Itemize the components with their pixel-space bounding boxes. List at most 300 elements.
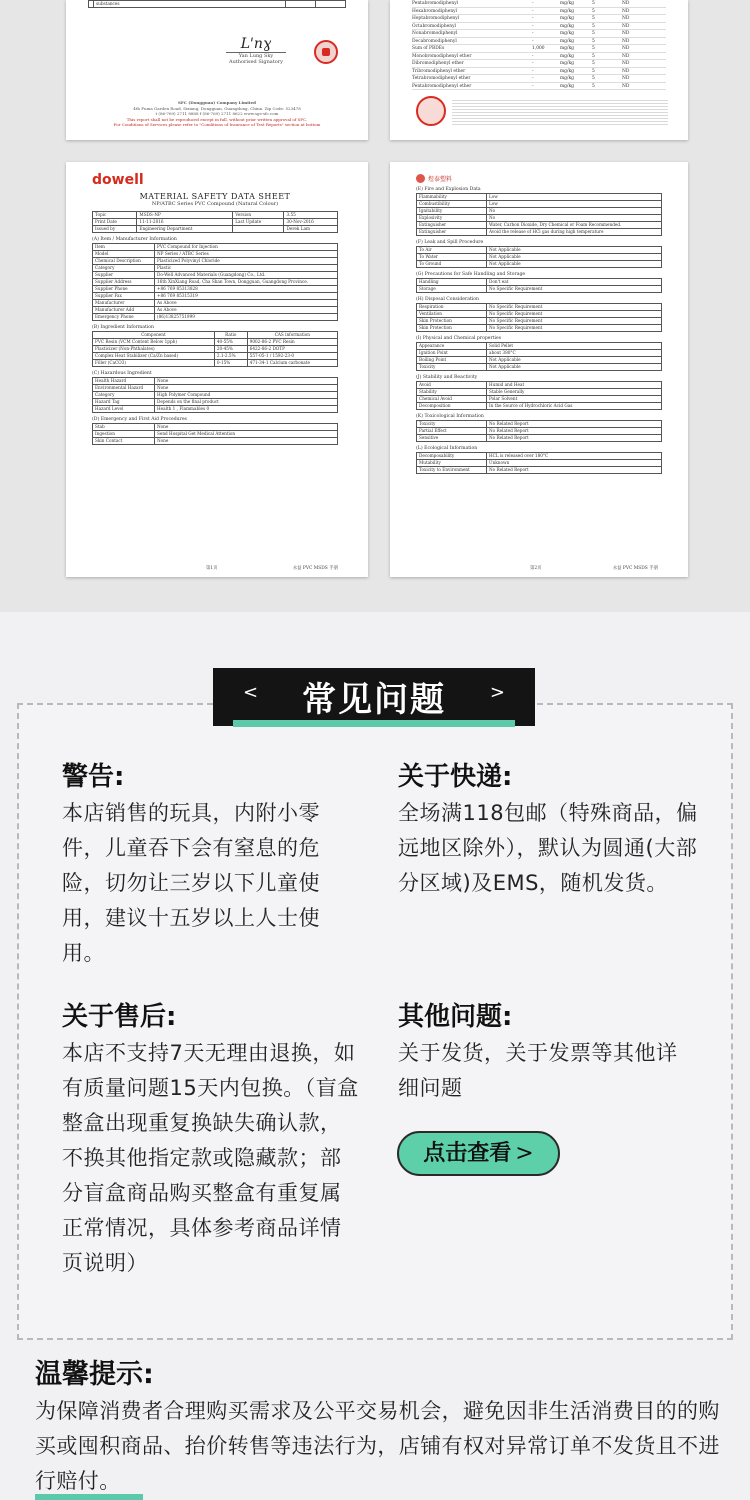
- table-cell: Stab: [93, 424, 155, 431]
- result-cell: -: [532, 68, 534, 74]
- table-cell: 6422-86-2 DOTP: [247, 346, 337, 353]
- table-cell: To Ground: [417, 261, 487, 268]
- footer-line: SFC (Dongguan) Company Limited: [178, 100, 256, 105]
- report-footer: [86, 100, 348, 128]
- table-row: [417, 279, 662, 286]
- result-cell: -: [532, 83, 534, 89]
- msds-subtitle: NP/ATBC Series PVC Compound (Natural Colour): [151, 201, 279, 207]
- result-cell: 5: [592, 68, 595, 74]
- table-cell: None: [155, 438, 338, 445]
- table-row: [417, 311, 662, 318]
- table-cell: As Above: [155, 300, 338, 307]
- banner-accent-bar: [233, 720, 515, 727]
- result-cell: mg/kg: [560, 8, 574, 14]
- table-row: [417, 460, 662, 467]
- table-row: [417, 286, 662, 293]
- result-cell: ND: [622, 31, 630, 36]
- table-cell: 20-45%: [214, 346, 247, 353]
- table-row: [417, 428, 662, 435]
- table-cell: [233, 226, 284, 233]
- table-cell: None: [155, 378, 338, 385]
- view-more-button[interactable]: [397, 1131, 560, 1176]
- result-cell: -: [532, 31, 534, 36]
- result-cell: ND: [622, 8, 630, 14]
- logo-mark-icon: [416, 174, 425, 183]
- result-cell: Sum of PBDEs: [412, 46, 445, 51]
- table-cell: Emergency Phone: [93, 314, 155, 321]
- chevron-left-icon: <: [243, 682, 259, 703]
- result-cell: mg/kg: [560, 31, 574, 36]
- result-cell: Tribromodiphenyl ether: [412, 68, 466, 74]
- result-cell: ND: [622, 61, 630, 66]
- result-cell: Monobromodiphenyl ether: [412, 53, 472, 59]
- legal-notice-text: [452, 98, 668, 126]
- page-footer-label: 永益 PVC MSDS 手册: [292, 566, 338, 571]
- result-row: [412, 75, 666, 83]
- table-cell: Plasticizer (Non-Phthalates): [93, 346, 215, 353]
- table-row: [417, 396, 662, 403]
- result-cell: 5: [592, 38, 595, 44]
- table-cell: Topic: [93, 212, 137, 219]
- chevron-right-icon: >: [489, 682, 505, 703]
- table-cell: HCL is released over 180°C: [487, 453, 662, 460]
- result-cell: -: [532, 38, 534, 44]
- result-cell: ND: [622, 68, 630, 74]
- table-cell: Stable Generally: [487, 389, 662, 396]
- result-cell: -: [532, 76, 534, 81]
- document-gallery: [0, 0, 750, 612]
- table-cell: substances: [94, 1, 286, 8]
- table-cell: Do-Well Advanced Materials (Guangdong) Co., Ltd.: [155, 272, 338, 279]
- table-cell: Not Applicable: [487, 254, 662, 261]
- table-cell: 3.55: [284, 212, 338, 219]
- table-cell: PVC Resin (VCM Content Below 1ppb): [93, 339, 215, 346]
- result-cell: ND: [622, 23, 630, 29]
- footer-line: t (86-769) 2711 8888 f (86-769) 2711 8622 www.sgs-sfc.com: [155, 111, 279, 116]
- msds-page-2: [390, 162, 688, 577]
- table-cell: In the Source of Hydrochloric Acid Gas: [487, 403, 662, 410]
- result-cell: Pentabromodiphenyl: [412, 1, 459, 6]
- table-row: [93, 438, 338, 445]
- result-row: [412, 30, 666, 38]
- table-cell: Not Applicable: [487, 247, 662, 254]
- result-cell: -: [532, 16, 534, 21]
- section-title: (G) Precautions for Safe Handling and Storage: [416, 272, 526, 277]
- table-row: [417, 208, 662, 215]
- logo-text: 煜泰塑料: [428, 176, 453, 183]
- result-cell: mg/kg: [560, 76, 574, 81]
- certification-seal-icon: [416, 96, 446, 126]
- msds-header-table: [92, 211, 338, 233]
- result-cell: mg/kg: [560, 68, 574, 74]
- table-cell: Not Applicable: [487, 364, 662, 371]
- dowell-logo: dowell: [92, 172, 144, 188]
- table-cell: Issued by: [93, 226, 137, 233]
- table-cell: NP Series / ATBC Series: [155, 251, 338, 258]
- table-row: [93, 265, 338, 272]
- table-cell: Solid Pellet: [487, 343, 662, 350]
- result-cell: 5: [592, 23, 595, 29]
- ingredient-table: [92, 331, 338, 367]
- result-row: [412, 53, 666, 61]
- table-cell: +86 769 85313828: [155, 286, 338, 293]
- shipping-text: 全场满118包邮（特殊商品，偏远地区除外），默认为圆通(大部分区域)及EMS，随机发货。: [398, 801, 698, 895]
- result-cell: ND: [622, 46, 630, 51]
- result-cell: 1,000: [532, 46, 545, 51]
- section-table: [416, 381, 662, 410]
- table-cell: 471-34-1 Calcium carbonate: [247, 360, 337, 367]
- table-cell: No Specific Requirement: [487, 325, 662, 332]
- table-cell: No Related Report: [487, 467, 662, 474]
- table-row: [93, 272, 338, 279]
- result-cell: Pentabromodiphenyl ether: [412, 83, 472, 89]
- footer-line: This report shall not be reproduced except in full, without prior written approval of SFC.: [126, 116, 308, 122]
- result-cell: 5: [592, 46, 595, 51]
- table-cell: Last Update: [233, 219, 284, 226]
- result-cell: 5: [592, 8, 595, 14]
- signatory-title: Authorised Signatory: [228, 59, 284, 65]
- table-cell: None: [155, 385, 338, 392]
- table-cell: Appearance: [417, 343, 487, 350]
- reminder-title: 温馨提示:: [35, 1359, 154, 1390]
- warning-text: 本店销售的玩具，内附小零件，儿童吞下会有窒息的危险，切勿让三岁以下儿童使用，建议十五岁以上人士使用。: [62, 801, 320, 965]
- table-cell: Low: [487, 194, 662, 201]
- result-cell: mg/kg: [560, 53, 574, 59]
- table-cell: No: [487, 215, 662, 222]
- kind-reminder: [35, 1356, 725, 1499]
- table-cell: Skin Protection: [417, 325, 487, 332]
- faq-aftersale: [62, 998, 362, 1281]
- table-row: [417, 343, 662, 350]
- table-row: [417, 467, 662, 474]
- table-cell: Humid and Heat: [487, 382, 662, 389]
- section-table: [416, 246, 662, 268]
- table-cell: 2.1-2.5%: [214, 353, 247, 360]
- section-title: (A) Item / Manufacturer Information: [92, 237, 177, 242]
- result-row: [412, 60, 666, 68]
- table-cell: Ignitability: [417, 208, 487, 215]
- result-row: [412, 45, 666, 53]
- table-cell: Decomposition: [417, 403, 487, 410]
- table-cell: Extinguisher: [417, 229, 487, 236]
- column-header: CAS information: [247, 332, 337, 339]
- other-title: 其他问题:: [398, 1002, 513, 1032]
- table-row: [93, 385, 338, 392]
- table-cell: Not Applicable: [487, 357, 662, 364]
- table-cell: PVC Compound for Injection: [155, 244, 338, 251]
- table-row: [417, 453, 662, 460]
- table-cell: To Water: [417, 254, 487, 261]
- table-cell: Filler (CaCO3): [93, 360, 215, 367]
- section-table: [416, 193, 662, 236]
- reminder-accent-bar: [35, 1494, 143, 1500]
- table-row: [93, 339, 338, 346]
- shipping-title: 关于快递:: [398, 762, 513, 792]
- msds-page-1: [66, 162, 368, 577]
- table-cell: Don't eat: [487, 279, 662, 286]
- section-title: (D) Emergency and First Aid Procedures: [92, 417, 187, 422]
- handwritten-signature: Lꞌnɣ: [240, 36, 272, 52]
- result-cell: ND: [622, 53, 630, 59]
- result-cell: Nonabromodiphenyl: [412, 31, 458, 36]
- table-cell: Low: [487, 201, 662, 208]
- table-cell: Polar Solvent: [487, 396, 662, 403]
- table-cell: Hazard Level: [93, 406, 155, 413]
- table-row: [93, 314, 338, 321]
- table-row: [417, 325, 662, 332]
- section-title: (L) Ecological Information: [416, 446, 478, 451]
- result-cell: mg/kg: [560, 61, 574, 66]
- table-row: [93, 399, 338, 406]
- table-cell: Storage: [417, 286, 487, 293]
- table-row: [93, 392, 338, 399]
- faq-banner: [213, 668, 535, 726]
- company-seal-icon: [314, 40, 338, 64]
- table-cell: Plastic: [155, 265, 338, 272]
- table-row: [93, 251, 338, 258]
- table-row: [93, 346, 338, 353]
- table-row: [93, 286, 338, 293]
- result-cell: mg/kg: [560, 16, 574, 21]
- result-cell: ND: [622, 1, 630, 6]
- result-row: [412, 15, 666, 23]
- table-cell: Stability: [417, 389, 487, 396]
- table-cell: +86 769 85315319: [155, 293, 338, 300]
- table-cell: Avoid the release of HCl gas during high temperature: [487, 229, 662, 236]
- result-cell: Decabromodiphenyl: [412, 38, 457, 44]
- table-cell: Print Date: [93, 219, 137, 226]
- table-cell: Explosivity: [417, 215, 487, 222]
- table-cell: Version: [233, 212, 284, 219]
- table-cell: Engineering Department: [137, 226, 233, 233]
- table-cell: Derek Lam: [284, 226, 338, 233]
- footer-line: For Conditions of Services please refer to "Conditions of Insurance of Test Reports" section at bottom: [113, 122, 321, 127]
- table-row: [417, 215, 662, 222]
- table-cell: Category: [93, 265, 155, 272]
- result-cell: -: [532, 1, 534, 6]
- signatory-name: Yan Lung Sky: [238, 53, 274, 59]
- result-cell: -: [532, 53, 534, 59]
- first-aid-table: [92, 423, 338, 445]
- other-text: 关于发货，关于发票等其他详细问题: [398, 1041, 678, 1100]
- table-row: [417, 229, 662, 236]
- section-title: (H) Disposal Consideration: [416, 297, 479, 302]
- table-cell: Flammability: [417, 194, 487, 201]
- table-cell: Toxicity: [417, 364, 487, 371]
- result-row: [412, 0, 666, 8]
- result-cell: 5: [592, 61, 595, 66]
- table-cell: Handling: [417, 279, 487, 286]
- result-cell: ND: [622, 38, 630, 44]
- table-cell: No Specific Requirement: [487, 311, 662, 318]
- table-cell: Chemical Description: [93, 258, 155, 265]
- table-row: [93, 279, 338, 286]
- table-cell: Depends on the final product: [155, 399, 338, 406]
- section-table: [416, 303, 662, 332]
- table-cell: Ventilation: [417, 311, 487, 318]
- table-cell: Supplier Phone: [93, 286, 155, 293]
- view-more-label: 点击查看: [423, 1141, 512, 1166]
- result-cell: 5: [592, 1, 595, 6]
- table-cell: Unknown: [487, 460, 662, 467]
- section-title: (K) Toxicological Information: [416, 414, 484, 419]
- table-row: [93, 360, 338, 367]
- section-title: (C) Hazardous Ingredient: [92, 371, 152, 376]
- table-row: [93, 378, 338, 385]
- table-row: [93, 219, 338, 226]
- results-table: [412, 0, 666, 90]
- table-row: [93, 258, 338, 265]
- table-cell: Respiration: [417, 304, 487, 311]
- table-cell: Supplier: [93, 272, 155, 279]
- footer-line: 4th Fuma Garden Road, Sixiang, Dongguan, Guangdong, China. Zip Code: 523478: [133, 105, 301, 111]
- table-row: [417, 201, 662, 208]
- column-header: Component: [93, 332, 215, 339]
- table-cell: Health 1 , Flammables 0: [155, 406, 338, 413]
- table-cell: Manufacturer: [93, 300, 155, 307]
- result-cell: 5: [592, 53, 595, 59]
- aftersale-title: 关于售后:: [62, 1002, 177, 1032]
- result-cell: Tetrabromodiphenyl ether: [412, 76, 471, 81]
- table-row: [93, 293, 338, 300]
- table-cell: Health Hazard: [93, 378, 155, 385]
- result-row: [412, 38, 666, 46]
- table-cell: Complex Heat Stabilizer (Ca/Zn based): [93, 353, 215, 360]
- table-row: [417, 364, 662, 371]
- section-table: [416, 452, 662, 474]
- result-row: [412, 83, 666, 91]
- faq-shipping: [398, 758, 698, 901]
- reminder-text: 为保障消费者合理购买需求及公平交易机会，避免因非生活消费目的的购买或囤积商品、抬价转售等违法行为，店铺有权对异常订单不发货且不进行赔付。: [35, 1399, 720, 1493]
- result-cell: -: [532, 8, 534, 14]
- table-cell: Supplier Address: [93, 279, 155, 286]
- result-cell: Dibromodiphenyl ether: [412, 61, 464, 66]
- table-row: [417, 382, 662, 389]
- signature-block: [226, 36, 286, 65]
- test-report-page-results: [390, 0, 688, 140]
- result-cell: 5: [592, 76, 595, 81]
- table-row: [417, 318, 662, 325]
- result-cell: Heptabromodiphenyl: [412, 16, 460, 21]
- table-row: [417, 261, 662, 268]
- result-cell: mg/kg: [560, 83, 574, 89]
- table-row: [417, 403, 662, 410]
- msds-title: MATERIAL SAFETY DATA SHEET: [139, 192, 291, 201]
- table-row: [417, 357, 662, 364]
- table-row: [93, 226, 338, 233]
- table-cell: 9002-86-2 PVC Resin: [247, 339, 337, 346]
- table-cell: Plasticized Polyvinyl Chloride: [155, 258, 338, 265]
- faq-title: 常见问题: [302, 680, 446, 720]
- table-cell: Skin Contact: [93, 438, 155, 445]
- result-row: [412, 68, 666, 76]
- result-cell: -: [532, 23, 534, 29]
- table-row: [93, 307, 338, 314]
- result-cell: mg/kg: [560, 1, 574, 6]
- table-cell: Model: [93, 251, 155, 258]
- warning-title: 警告:: [62, 762, 125, 792]
- table-cell: Sensitive: [417, 435, 487, 442]
- result-cell: mg/kg: [560, 46, 574, 51]
- table-cell: No: [487, 208, 662, 215]
- result-cell: ND: [622, 83, 630, 89]
- table-cell: Not Applicable: [487, 261, 662, 268]
- table-cell: Decomposability: [417, 453, 487, 460]
- section-title: (J) Stability and Reactivity: [416, 375, 478, 380]
- table-cell: (86)13825751999: [155, 314, 338, 321]
- section-table: [416, 342, 662, 371]
- table-cell: 16th XinXiang Road, Cha Shan Town, Dongguan, Guangdong Province.: [155, 279, 338, 286]
- table-cell: 0-15%: [214, 360, 247, 367]
- table-cell: To Air: [417, 247, 487, 254]
- table-row: [93, 212, 338, 219]
- result-cell: ND: [622, 76, 630, 81]
- table-cell: Toxicity: [417, 421, 487, 428]
- result-cell: mg/kg: [560, 38, 574, 44]
- table-cell: Chemical Avoid: [417, 396, 487, 403]
- table-cell: Extinguisher: [417, 222, 487, 229]
- test-report-page-signature: [66, 0, 368, 140]
- table-cell: No Related Report: [487, 435, 662, 442]
- table-cell: Toxicity to Environment: [417, 467, 487, 474]
- table-cell: MSDS-NP: [137, 212, 233, 219]
- hazard-table: [92, 377, 338, 413]
- company-logo: [416, 174, 662, 183]
- table-row: [417, 194, 662, 201]
- result-cell: 5: [592, 31, 595, 36]
- table-cell: Category: [93, 392, 155, 399]
- table-cell: High Polymer Compound: [155, 392, 338, 399]
- table-cell: No Related Report: [487, 421, 662, 428]
- page-number: 第1页: [206, 566, 218, 571]
- result-cell: 5: [592, 83, 595, 89]
- table-cell: Skin Protection: [417, 318, 487, 325]
- table-cell: Avoid: [417, 382, 487, 389]
- table-row: [93, 353, 338, 360]
- table-row: [417, 350, 662, 357]
- result-cell: -: [532, 61, 534, 66]
- table-cell: No Specific Requirement: [487, 318, 662, 325]
- faq-other: [398, 998, 698, 1106]
- report-table: [88, 0, 346, 8]
- table-cell: Combustibility: [417, 201, 487, 208]
- table-cell: None: [155, 424, 338, 431]
- table-cell: Environmental Hazard: [93, 385, 155, 392]
- table-cell: Send Hospital Get Medical Attention: [155, 431, 338, 438]
- section-title: (F) Leak and Spill Procedure: [416, 240, 484, 245]
- result-row: [412, 8, 666, 16]
- table-row: [417, 304, 662, 311]
- table-cell: No Specific Requirement: [487, 286, 662, 293]
- page-number: 第2页: [530, 566, 542, 571]
- table-cell: Supplier Fax: [93, 293, 155, 300]
- table-cell: Water, Carbon Dioxide, Dry Chemical or Foam Recommended.: [487, 222, 662, 229]
- table-cell: Item: [93, 244, 155, 251]
- table-cell: 557-05-1 / 1592-23-0: [247, 353, 337, 360]
- table-cell: Boiling Point: [417, 357, 487, 364]
- table-row: [93, 300, 338, 307]
- page-footer-label: 永益 PVC MSDS 手册: [612, 566, 658, 571]
- section-title: (B) Ingredient Information: [92, 325, 155, 330]
- table-row: [93, 244, 338, 251]
- table-cell: Mutability: [417, 460, 487, 467]
- table-cell: Manufacturer Add: [93, 307, 155, 314]
- section-table: [416, 420, 662, 442]
- result-cell: Octabromodiphenyl: [412, 23, 456, 29]
- result-cell: Hexabromodiphenyl: [412, 8, 458, 14]
- section-title: (I) Physical and Chemical properties: [416, 336, 502, 341]
- result-cell: mg/kg: [560, 23, 574, 29]
